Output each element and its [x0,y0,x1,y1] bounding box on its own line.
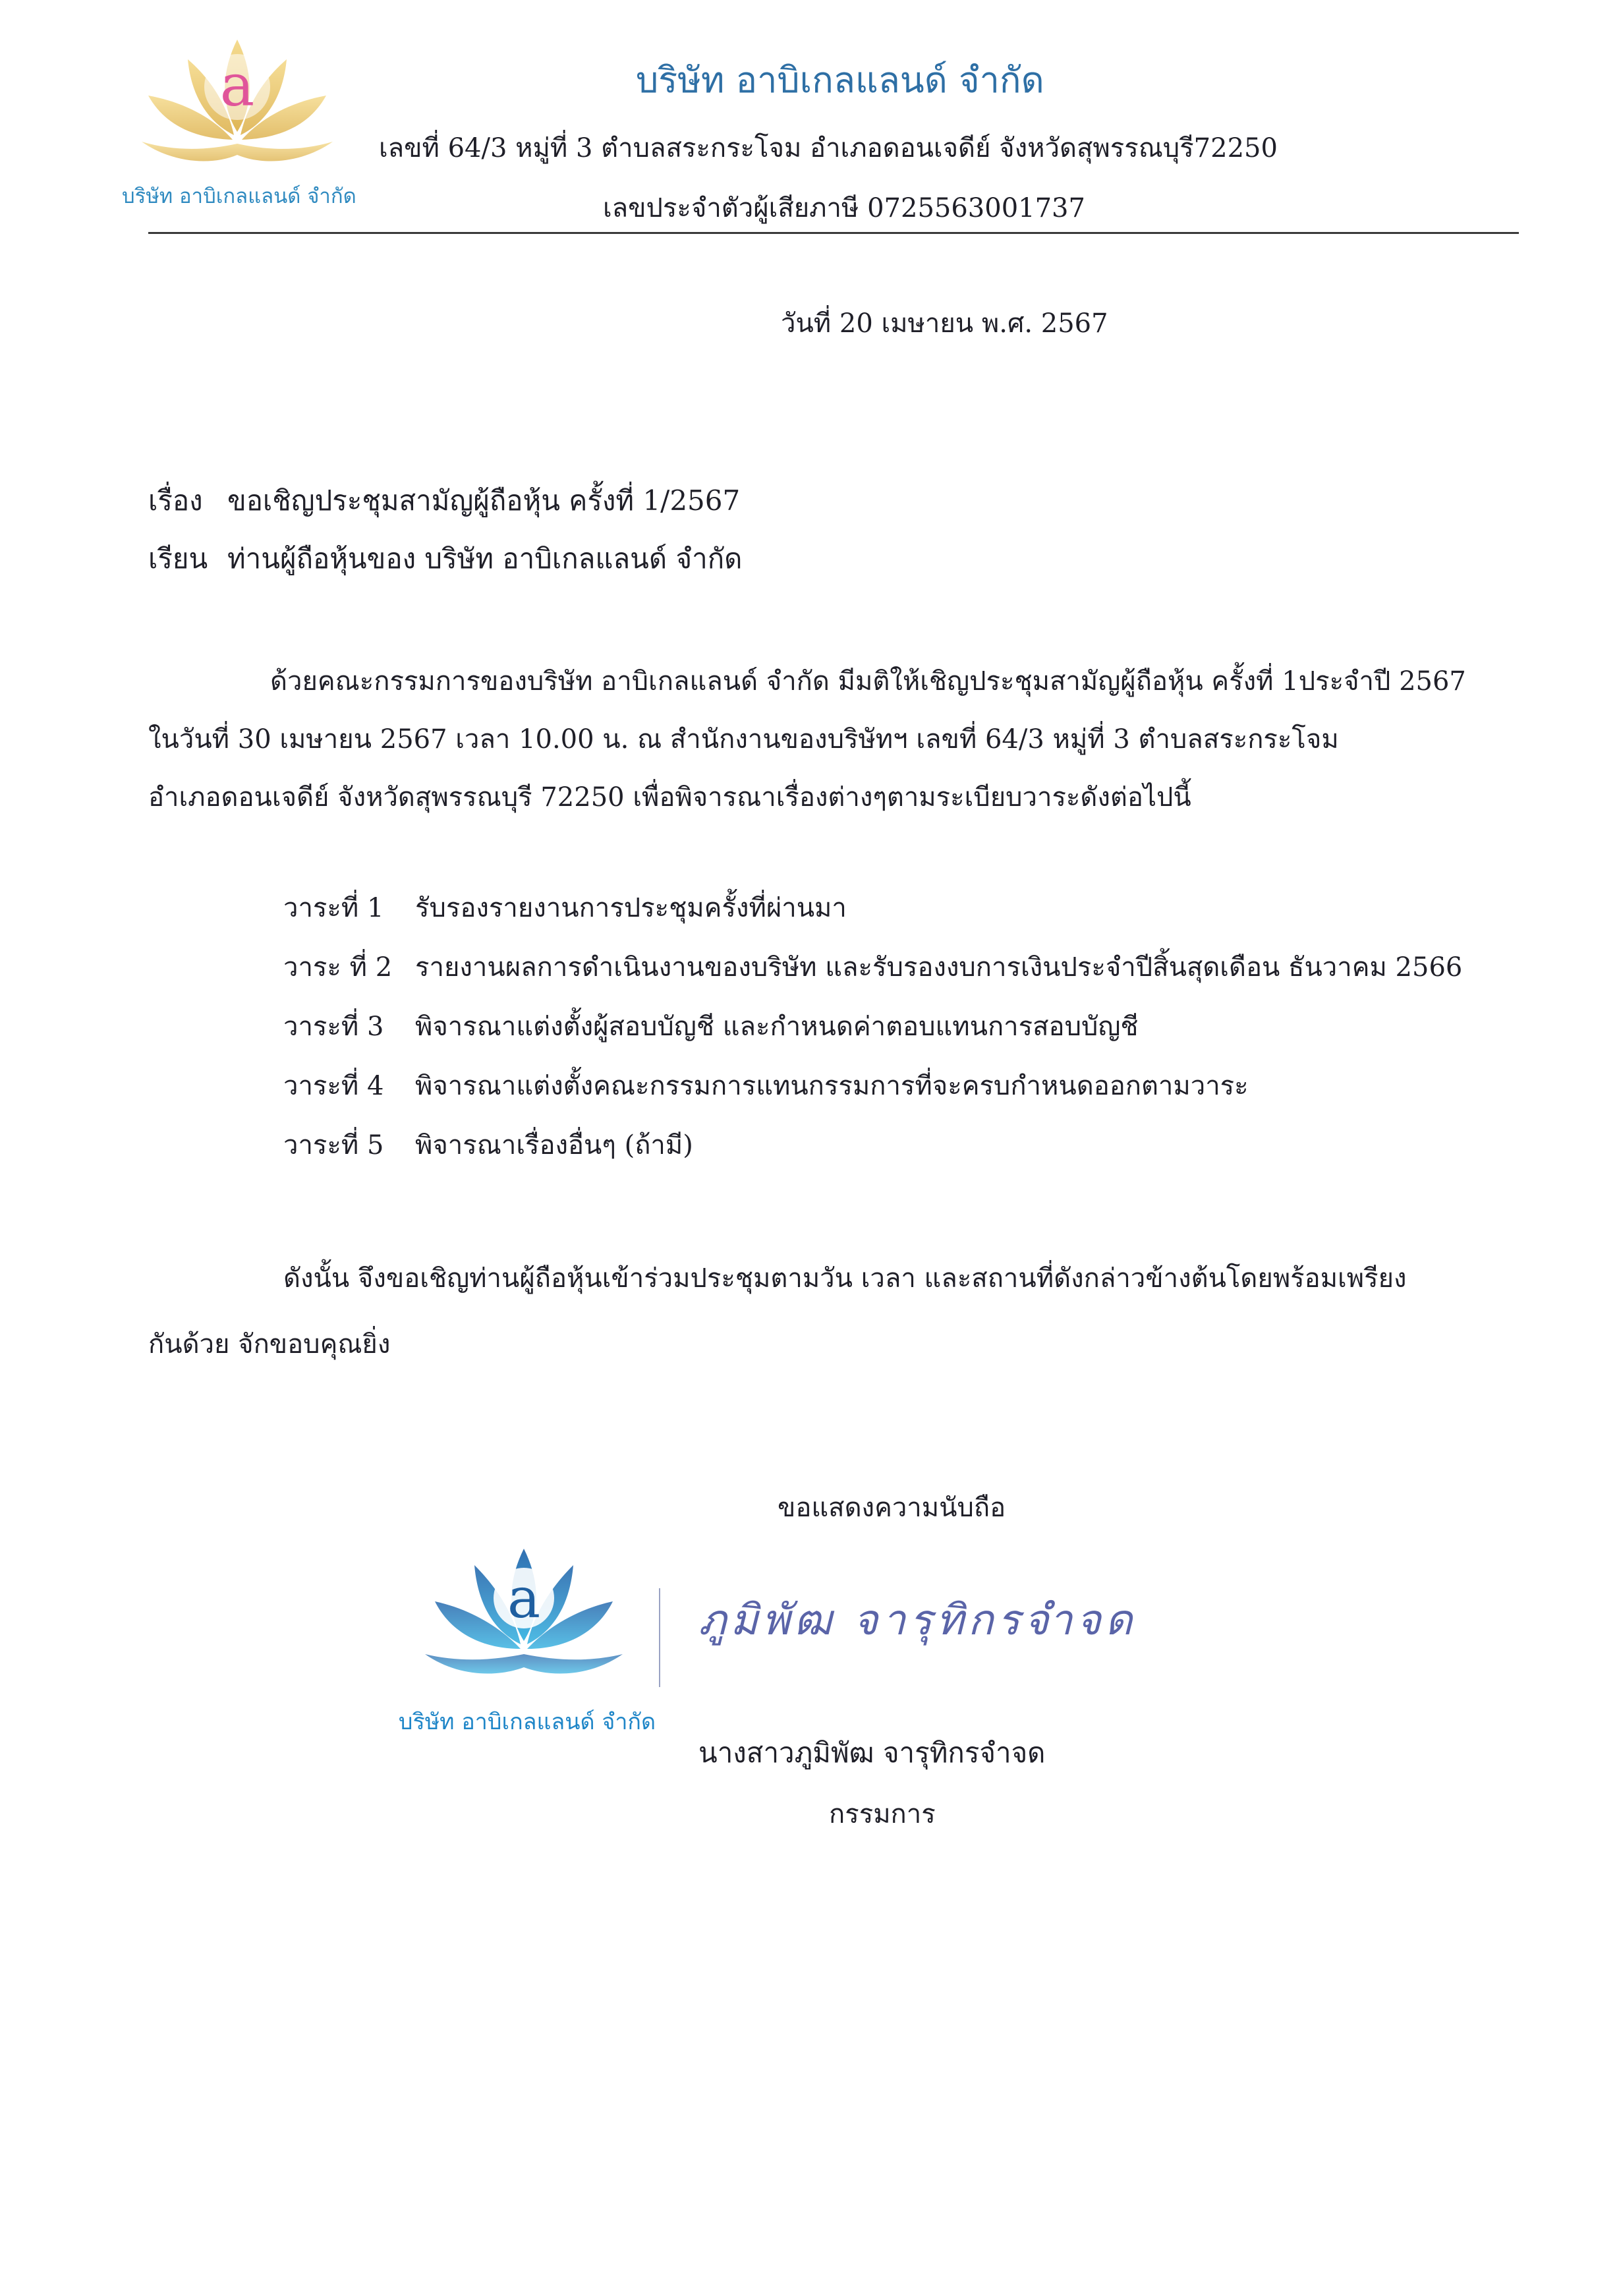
signer-name: นางสาวภูมิพัฒ จารุทิกรจำจด [698,1736,1046,1769]
company-stamp [385,1535,662,1733]
agenda-label: วาระที่ 1 [283,893,384,923]
svg-text:a: a [507,1566,541,1630]
recipient-line [148,537,742,581]
header-divider [148,232,1519,234]
agenda-text: พิจารณาแต่งตั้งผู้สอบบัญชี และกำหนดค่าตอบแทนการสอบบัญชี [415,1012,1139,1042]
signer-title: กรรมการ [829,1799,936,1829]
handwritten-signature [685,1582,1140,1661]
company-name: บริษัท อาบิเกลแลนด์ จำกัด [636,59,1044,101]
company-logo [122,33,356,211]
svg-text:ภูมิพัฒ จารุทิกรจำจด: ภูมิพัฒ จารุทิกรจำจด [698,1596,1137,1645]
agenda-item [283,886,1462,946]
subject-text: ขอเชิญประชุมสามัญผู้ถือหุ้น ครั้งที่ 1/2567 [227,484,741,517]
agenda-text: พิจารณาแต่งตั้งคณะกรรมการแทนกรรมการที่จะครบกำหนดออกตามวาระ [415,1071,1249,1101]
logo-caption: บริษัท อาบิเกลแลนด์ จำกัด [122,185,356,208]
agenda-item [283,946,1462,1005]
recipient-text: ท่านผู้ถือหุ้นของ บริษัท อาบิเกลแลนด์ จำกัด [227,542,743,575]
regards-text: ขอแสดงความนับถือ [778,1493,1006,1523]
closing-paragraph [148,1246,1512,1377]
agenda-text: พิจารณาเรื่องอื่นๆ (ถ้ามี) [415,1130,693,1161]
agenda-text: รายงานผลการดำเนินงานของบริษัท และรับรองงบการเงินประจำปีสิ้นสุดเดือน ธันวาคม 2566 [415,952,1463,983]
intro-line-1: ด้วยคณะกรรมการของบริษัท อาบิเกลแลนด์ จำกัด มีมติให้เชิญประชุมสามัญผู้ถือหุ้น ครั้งที่ 1ประจำปี 2567 [270,666,1466,697]
agenda-label: วาระที่ 3 [283,1012,384,1042]
agenda-label: วาระ ที่ 2 [283,952,393,983]
stamp-caption: บริษัท อาบิเกลแลนด์ จำกัด [398,1709,656,1735]
company-address: เลขที่ 64/3 หมู่ที่ 3 ตำบลสระกระโจม อำเภอดอนเจดีย์ จังหวัดสุพรรณบุรี72250 [379,133,1278,163]
subject-label: เรื่อง [148,484,203,517]
agenda-label: วาระที่ 5 [283,1130,384,1161]
closing-line-1: ดังนั้น จึงขอเชิญท่านผู้ถือหุ้นเข้าร่วมประชุมตามวัน เวลา และสถานที่ดังกล่าวข้างต้นโดยพร้อมเพรียง [283,1263,1407,1294]
svg-text:a: a [219,51,255,119]
agenda-item [283,1064,1462,1124]
agenda-item [283,1124,1462,1183]
lotus-stamp-icon [385,1535,662,1694]
document-date: วันที่ 20 เมษายน พ.ศ. 2567 [781,308,1108,339]
company-tax-id: เลขประจำตัวผู้เสียภาษี 0725563001737 [603,193,1085,223]
intro-line-2: ในวันที่ 30 เมษายน 2567 เวลา 10.00 น. ณ สำนักงานของบริษัทฯ เลขที่ 64/3 หมู่ที่ 3 ตำบลสระกระโจม [148,724,1339,755]
signature-stroke [659,1588,660,1687]
subject-line [148,479,740,523]
recipient-label: เรียน [148,542,208,575]
agenda-text: รับรองรายงานการประชุมครั้งที่ผ่านมา [415,893,847,923]
agenda-item [283,1005,1462,1064]
intro-paragraph [148,652,1512,826]
agenda-label: วาระที่ 4 [283,1071,384,1101]
closing-line-2: กันด้วย จักขอบคุณยิ่ง [148,1329,391,1360]
intro-line-3: อำเภอดอนเจดีย์ จังหวัดสุพรรณบุรี 72250 เพื่อพิจารณาเรื่องต่างๆตามระเบียบวาระดังต่อไปนี้ [148,782,1191,813]
agenda-list [283,886,1462,1183]
